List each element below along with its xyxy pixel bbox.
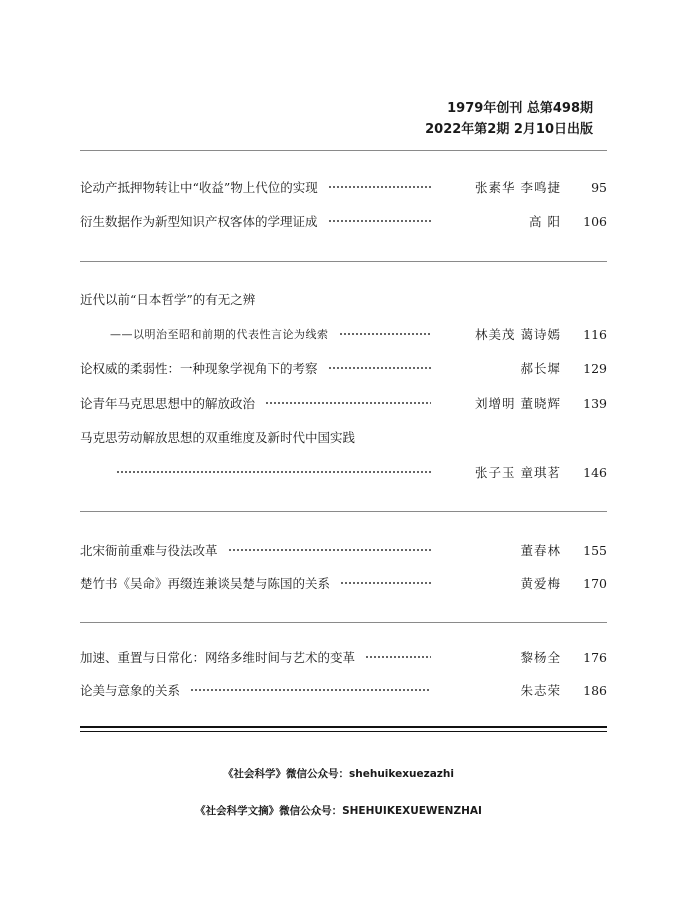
page-number: 129 <box>583 360 607 376</box>
toc-entry[interactable] <box>80 540 607 560</box>
article-title: 论美与意象的关系 <box>80 683 181 698</box>
page-number: 155 <box>583 542 607 558</box>
issue-date: 2022年第2期 2月10日出版 <box>425 122 593 137</box>
divider <box>80 261 607 262</box>
article-title: 加速、重置与日常化：网络多维时间与艺术的变革 <box>80 650 356 665</box>
article-author: 董春林 <box>520 543 561 558</box>
article-author: 张子玉 童琪茗 <box>475 465 561 480</box>
toc-entry[interactable] <box>80 647 607 667</box>
article-author: 张素华 李鸣捷 <box>475 180 561 195</box>
divider <box>80 511 607 512</box>
toc-entry[interactable] <box>80 393 607 413</box>
divider <box>80 150 607 151</box>
wechat-account-social-science: 《社会科学》微信公众号：shehuikexuezazhi <box>223 768 454 780</box>
page-number: 186 <box>583 682 607 698</box>
toc-entry[interactable] <box>80 324 607 344</box>
article-author: 朱志荣 <box>520 683 561 698</box>
article-title: 北宋衙前重难与役法改革 <box>80 543 218 558</box>
double-rule-top <box>80 726 607 728</box>
article-title: 论青年马克思思想中的解放政治 <box>80 396 256 411</box>
article-author: 刘增明 董晓辉 <box>475 396 561 411</box>
article-title: 论权威的柔弱性：一种现象学视角下的考察 <box>80 361 318 376</box>
double-rule-bottom <box>80 731 607 732</box>
page-number: 170 <box>583 575 607 591</box>
page-number: 116 <box>583 326 607 342</box>
leader-dots <box>228 549 431 551</box>
divider <box>80 622 607 623</box>
article-author: 高 阳 <box>529 214 561 229</box>
toc-entry[interactable] <box>80 573 607 593</box>
article-title: 论动产抵押物转让中“收益”物上代位的实现 <box>80 180 318 195</box>
article-subtitle: ——以明治至昭和前期的代表性言论为线索 <box>110 328 329 341</box>
page-number: 139 <box>583 395 607 411</box>
page-number: 176 <box>583 649 607 665</box>
leader-dots <box>339 333 432 335</box>
leader-dots <box>340 582 431 584</box>
page-number: 106 <box>583 213 607 229</box>
article-author: 黎杨全 <box>520 650 561 665</box>
wechat-account-social-science-digest: 《社会科学文摘》微信公众号：SHEHUIKEXUEWENZHAI <box>195 805 482 817</box>
article-title: 楚竹书《吴命》再缀连兼谈吴楚与陈国的关系 <box>80 576 331 591</box>
leader-dots <box>328 220 431 222</box>
leader-dots <box>190 689 431 691</box>
toc-entry[interactable] <box>80 211 607 231</box>
article-author: 郝长墀 <box>520 361 561 376</box>
article-author: 黄爱梅 <box>520 576 561 591</box>
toc-entry[interactable] <box>80 680 607 700</box>
toc-entry[interactable] <box>80 177 607 197</box>
article-title: 衍生数据作为新型知识产权客体的学理证成 <box>80 214 318 229</box>
leader-dots <box>116 471 431 473</box>
leader-dots <box>365 656 431 658</box>
leader-dots <box>328 186 431 188</box>
article-title[interactable]: 马克思劳动解放思想的双重维度及新时代中国实践 <box>80 430 356 445</box>
leader-dots <box>265 402 431 404</box>
page-number: 95 <box>591 179 607 195</box>
article-author: 林美茂 蔼诗嫣 <box>475 327 561 342</box>
page-number: 146 <box>583 464 607 480</box>
leader-dots <box>328 367 431 369</box>
issue-header <box>425 98 593 140</box>
article-title[interactable]: 近代以前“日本哲学”的有无之辨 <box>80 292 256 307</box>
toc-entry[interactable] <box>80 462 607 482</box>
founding-and-total-issue: 1979年创刊 总第498期 <box>447 101 593 116</box>
toc-entry[interactable] <box>80 358 607 378</box>
